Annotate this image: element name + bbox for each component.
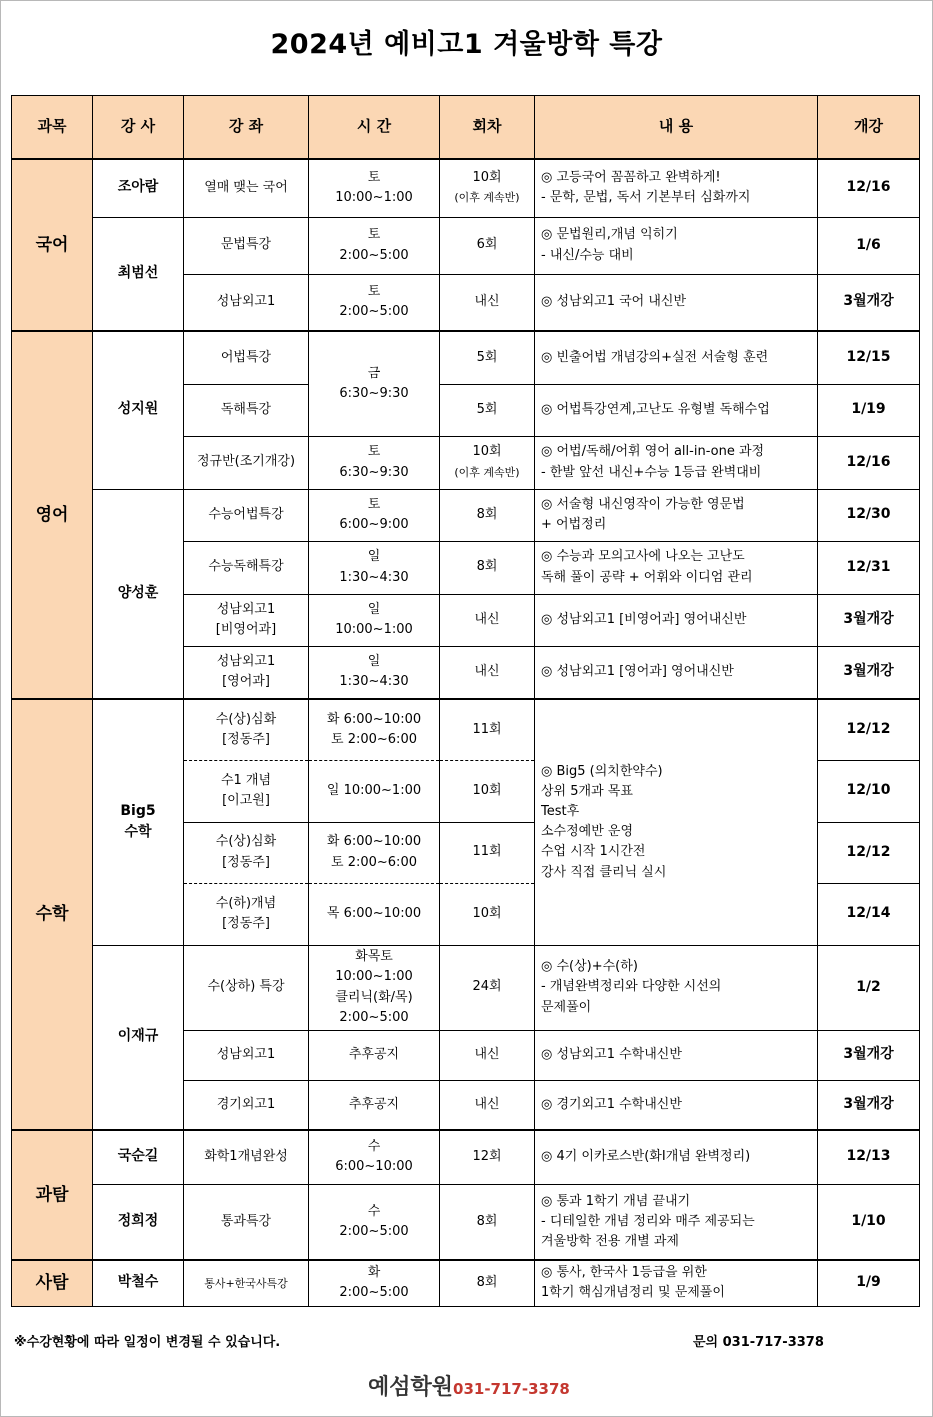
count-cell: 내신 bbox=[440, 646, 535, 699]
open-cell: 1/10 bbox=[818, 1184, 920, 1260]
teacher-cell: 국순길 bbox=[93, 1130, 184, 1184]
course-cell: 수1 개념 [이고원] bbox=[184, 760, 309, 822]
open-cell: 12/15 bbox=[818, 331, 920, 384]
course-cell: 수(상)심화 [정동주] bbox=[184, 699, 309, 760]
page-title: 2024년 예비고1 겨울방학 특강 bbox=[270, 29, 663, 60]
open-cell: 1/2 bbox=[818, 945, 920, 1030]
course-cell: 독해특강 bbox=[184, 384, 309, 436]
course-cell: 수(하)개념 [정동주] bbox=[184, 883, 309, 945]
count-cell: 내신 bbox=[440, 274, 535, 331]
time-cell: 화 6:00~10:00 토 2:00~6:00 bbox=[309, 699, 440, 760]
footer-contact: 문의 031-717-3378 bbox=[693, 1335, 824, 1350]
time-cell: 토 2:00~5:00 bbox=[309, 274, 440, 331]
content-cell: ◎ 통사, 한국사 1등급을 위한 1학기 핵심개념정리 및 문제풀이 bbox=[535, 1260, 818, 1306]
table-row bbox=[12, 699, 920, 760]
subject-korean: 국어 bbox=[12, 159, 93, 331]
open-cell: 12/31 bbox=[818, 541, 920, 594]
count-cell: 11회 bbox=[440, 822, 535, 883]
count-cell bbox=[440, 159, 535, 217]
teacher-cell: 최범선 bbox=[93, 217, 184, 331]
count-value: 10회 bbox=[472, 170, 502, 186]
count-cell: 내신 bbox=[440, 594, 535, 646]
content-cell: ◎ 서술형 내신영작이 가능한 영문법 + 어법정리 bbox=[535, 489, 818, 541]
time-cell: 토 6:30~9:30 bbox=[309, 436, 440, 489]
count-cell: 내신 bbox=[440, 1080, 535, 1130]
academy-logo bbox=[368, 1370, 570, 1401]
course-cell: 수능독해특강 bbox=[184, 541, 309, 594]
table-row bbox=[12, 1260, 920, 1306]
time-cell: 일 1:30~4:30 bbox=[309, 646, 440, 699]
table-row bbox=[12, 331, 920, 384]
open-cell: 1/9 bbox=[818, 1260, 920, 1306]
open-cell: 3월개강 bbox=[818, 274, 920, 331]
count-cell: 5회 bbox=[440, 384, 535, 436]
teacher-cell: 조아람 bbox=[93, 159, 184, 217]
count-cell: 8회 bbox=[440, 1260, 535, 1306]
table-row bbox=[12, 489, 920, 541]
header-subject: 과목 bbox=[12, 96, 93, 160]
open-cell: 1/6 bbox=[818, 217, 920, 274]
content-cell: ◎ 4기 이카로스반(화I개념 완벽정리) bbox=[535, 1130, 818, 1184]
teacher-cell: 박철수 bbox=[93, 1260, 184, 1306]
course-cell: 화학1개념완성 bbox=[184, 1130, 309, 1184]
content-cell: ◎ 문법원리,개념 익히기 - 내신/수능 대비 bbox=[535, 217, 818, 274]
footer-notice: ※수강현황에 따라 일정이 변경될 수 있습니다. bbox=[14, 1335, 281, 1350]
subject-english: 영어 bbox=[12, 331, 93, 699]
table-row bbox=[12, 1130, 920, 1184]
course-cell: 성남외고1 bbox=[184, 1030, 309, 1080]
course-cell: 어법특강 bbox=[184, 331, 309, 384]
content-cell: ◎ 빈출어법 개념강의+실전 서술형 훈련 bbox=[535, 331, 818, 384]
open-cell: 12/30 bbox=[818, 489, 920, 541]
open-cell: 12/16 bbox=[818, 159, 920, 217]
teacher-cell: 양성훈 bbox=[93, 489, 184, 699]
time-cell: 일 10:00~1:00 bbox=[309, 760, 440, 822]
count-cell: 8회 bbox=[440, 489, 535, 541]
count-cell: 24회 bbox=[440, 945, 535, 1030]
course-cell: 성남외고1 [비영어과] bbox=[184, 594, 309, 646]
open-cell: 12/10 bbox=[818, 760, 920, 822]
header-course: 강 좌 bbox=[184, 96, 309, 160]
content-cell: ◎ Big5 (의치한약수) 상위 5개과 목표 Test후 소수정예반 운영 수업 시작 1시간전 강사 직접 클리닉 실시 bbox=[535, 699, 818, 945]
course-cell: 통과특강 bbox=[184, 1184, 309, 1260]
content-cell: ◎ 성남외고1 국어 내신반 bbox=[535, 274, 818, 331]
course-cell: 문법특강 bbox=[184, 217, 309, 274]
content-cell: ◎ 어법특강연계,고난도 유형별 독해수업 bbox=[535, 384, 818, 436]
logo-phone: 031-717-3378 bbox=[453, 1380, 570, 1398]
open-cell: 12/14 bbox=[818, 883, 920, 945]
time-cell: 토 2:00~5:00 bbox=[309, 217, 440, 274]
table-row bbox=[12, 945, 920, 1030]
course-cell: 수(상하) 특강 bbox=[184, 945, 309, 1030]
schedule-table bbox=[11, 95, 920, 1307]
time-cell: 목 6:00~10:00 bbox=[309, 883, 440, 945]
teacher-cell: 성지원 bbox=[93, 331, 184, 489]
count-cell bbox=[440, 436, 535, 489]
count-note: (이후 계속반) bbox=[454, 191, 520, 205]
time-cell: 수 6:00~10:00 bbox=[309, 1130, 440, 1184]
open-cell: 1/19 bbox=[818, 384, 920, 436]
count-cell: 10회 bbox=[440, 883, 535, 945]
content-cell: ◎ 성남외고1 [영어과] 영어내신반 bbox=[535, 646, 818, 699]
time-cell: 토 6:00~9:00 bbox=[309, 489, 440, 541]
time-cell: 금 6:30~9:30 bbox=[309, 331, 440, 436]
content-cell: ◎ 경기외고1 수학내신반 bbox=[535, 1080, 818, 1130]
time-cell: 토 10:00~1:00 bbox=[309, 159, 440, 217]
subject-science: 과탐 bbox=[12, 1130, 93, 1260]
header-content: 내 용 bbox=[535, 96, 818, 160]
header-row bbox=[12, 96, 920, 160]
header-count: 회차 bbox=[440, 96, 535, 160]
content-cell: ◎ 통과 1학기 개념 끝내기 - 디테일한 개념 정리와 매주 제공되는 겨울방학 전용 개별 과제 bbox=[535, 1184, 818, 1260]
open-cell: 12/12 bbox=[818, 699, 920, 760]
time-cell: 화 6:00~10:00 토 2:00~6:00 bbox=[309, 822, 440, 883]
time-cell: 일 1:30~4:30 bbox=[309, 541, 440, 594]
course-cell: 수능어법특강 bbox=[184, 489, 309, 541]
time-cell: 추후공지 bbox=[309, 1030, 440, 1080]
teacher-cell: 이재규 bbox=[93, 945, 184, 1130]
count-cell: 12회 bbox=[440, 1130, 535, 1184]
course-cell: 수(상)심화 [정동주] bbox=[184, 822, 309, 883]
course-cell: 정규반(조기개강) bbox=[184, 436, 309, 489]
count-cell: 내신 bbox=[440, 1030, 535, 1080]
count-cell: 11회 bbox=[440, 699, 535, 760]
content-cell: ◎ 수(상)+수(하) - 개념완벽정리와 다양한 시선의 문제풀이 bbox=[535, 945, 818, 1030]
time-cell: 추후공지 bbox=[309, 1080, 440, 1130]
count-cell: 5회 bbox=[440, 331, 535, 384]
course-cell: 성남외고1 bbox=[184, 274, 309, 331]
open-cell: 12/12 bbox=[818, 822, 920, 883]
open-cell: 3월개강 bbox=[818, 1030, 920, 1080]
count-cell: 10회 bbox=[440, 760, 535, 822]
teacher-cell: 정희정 bbox=[93, 1184, 184, 1260]
logo-name: 예섬학원 bbox=[368, 1374, 454, 1400]
content-cell: ◎ 고등국어 꼼꼼하고 완벽하게! - 문학, 문법, 독서 기본부터 심화까지 bbox=[535, 159, 818, 217]
open-cell: 3월개강 bbox=[818, 646, 920, 699]
content-cell: ◎ 수능과 모의고사에 나오는 고난도 독해 풀이 공략 + 어휘와 이디엄 관리 bbox=[535, 541, 818, 594]
content-cell: ◎ 어법/독해/어휘 영어 all-in-one 과정 - 한발 앞선 내신+수능 1등급 완벽대비 bbox=[535, 436, 818, 489]
open-cell: 12/13 bbox=[818, 1130, 920, 1184]
header-time: 시 간 bbox=[309, 96, 440, 160]
content-cell: ◎ 성남외고1 [비영어과] 영어내신반 bbox=[535, 594, 818, 646]
course-cell: 경기외고1 bbox=[184, 1080, 309, 1130]
table-row bbox=[12, 217, 920, 274]
open-cell: 3월개강 bbox=[818, 1080, 920, 1130]
header-open: 개강 bbox=[818, 96, 920, 160]
count-cell: 8회 bbox=[440, 541, 535, 594]
time-cell: 일 10:00~1:00 bbox=[309, 594, 440, 646]
time-cell: 화목토 10:00~1:00 클리닉(화/목) 2:00~5:00 bbox=[309, 945, 440, 1030]
subject-social: 사탐 bbox=[12, 1260, 93, 1306]
course-cell: 열매 맺는 국어 bbox=[184, 159, 309, 217]
count-cell: 8회 bbox=[440, 1184, 535, 1260]
table-row bbox=[12, 159, 920, 217]
subject-math: 수학 bbox=[12, 699, 93, 1130]
content-cell: ◎ 성남외고1 수학내신반 bbox=[535, 1030, 818, 1080]
header-teacher: 강 사 bbox=[93, 96, 184, 160]
course-cell: 성남외고1 [영어과] bbox=[184, 646, 309, 699]
course-cell: 통사+한국사특강 bbox=[184, 1260, 309, 1306]
count-note: (이후 계속반) bbox=[454, 465, 520, 479]
time-cell: 화 2:00~5:00 bbox=[309, 1260, 440, 1306]
count-value: 10회 bbox=[472, 444, 502, 460]
count-cell: 6회 bbox=[440, 217, 535, 274]
open-cell: 3월개강 bbox=[818, 594, 920, 646]
teacher-cell: Big5 수학 bbox=[93, 699, 184, 945]
time-cell: 수 2:00~5:00 bbox=[309, 1184, 440, 1260]
open-cell: 12/16 bbox=[818, 436, 920, 489]
table-row bbox=[12, 1184, 920, 1260]
